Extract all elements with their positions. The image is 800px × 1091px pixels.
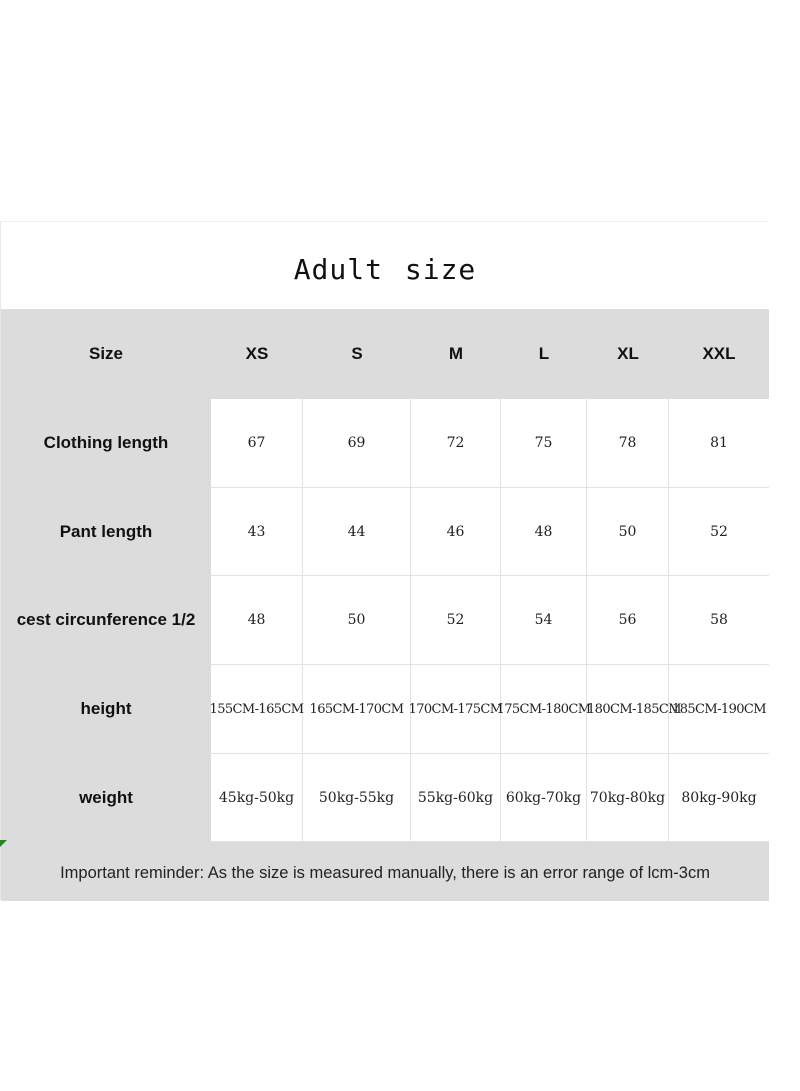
table-cell: 80kg-90kg	[669, 754, 769, 842]
table-cell: 50	[303, 576, 411, 665]
table-cell: 50kg-55kg	[303, 754, 411, 842]
table-cell: 52	[411, 576, 501, 665]
table-cell: 69	[303, 399, 411, 488]
table-cell: 52	[669, 488, 769, 576]
row-label-weight: weight	[79, 788, 133, 807]
row-label-clothing-length: Clothing length	[43, 433, 169, 452]
size-header-l: L	[538, 344, 550, 363]
table-cell: 75	[501, 399, 587, 488]
table-cell: 81	[669, 399, 769, 488]
table-cell: 60kg-70kg	[501, 754, 587, 842]
size-header-m: M	[448, 344, 464, 363]
chart-title: Adult size	[293, 253, 477, 286]
row-label-chest: cest circunference 1/2	[16, 610, 196, 629]
size-header-s: S	[351, 344, 363, 363]
table-cell: 48	[211, 576, 303, 665]
green-corner-mark	[0, 840, 7, 847]
row-label-height: height	[80, 699, 132, 718]
size-value-grid	[211, 399, 769, 842]
table-cell: 58	[669, 576, 769, 665]
table-cell: 165CM-170CM	[303, 665, 411, 754]
measurement-reminder: Important reminder: As the size is measured manually, there is an error range of lcm-3cm	[60, 864, 710, 882]
table-cell: 44	[303, 488, 411, 576]
size-header-row	[1, 309, 769, 399]
table-cell: 50	[587, 488, 669, 576]
table-cell: 48	[501, 488, 587, 576]
size-header-xl: XL	[617, 344, 639, 363]
table-cell: 175CM-180CM	[501, 665, 587, 754]
table-cell: 78	[587, 399, 669, 488]
size-header-xs: XS	[245, 344, 269, 363]
table-cell: 170CM-175CM	[411, 665, 501, 754]
row-label-pant-length: Pant length	[59, 522, 153, 541]
row-labels	[1, 399, 211, 842]
table-cell: 55kg-60kg	[411, 754, 501, 842]
table-cell: 54	[501, 576, 587, 665]
size-header-xxl: XXL	[702, 344, 736, 363]
table-cell: 45kg-50kg	[211, 754, 303, 842]
table-cell: 56	[587, 576, 669, 665]
table-cell: 72	[411, 399, 501, 488]
title-band	[1, 222, 769, 309]
table-cell: 180CM-185CM	[587, 665, 669, 754]
footer-band	[1, 842, 769, 901]
table-cell: 185CM-190CM	[669, 665, 769, 754]
size-chart	[0, 221, 768, 900]
table-cell: 70kg-80kg	[587, 754, 669, 842]
table-cell: 46	[411, 488, 501, 576]
table-cell: 67	[211, 399, 303, 488]
table-cell: 43	[211, 488, 303, 576]
size-header-label: Size	[88, 344, 124, 363]
table-cell: 155CM-165CM	[211, 665, 303, 754]
